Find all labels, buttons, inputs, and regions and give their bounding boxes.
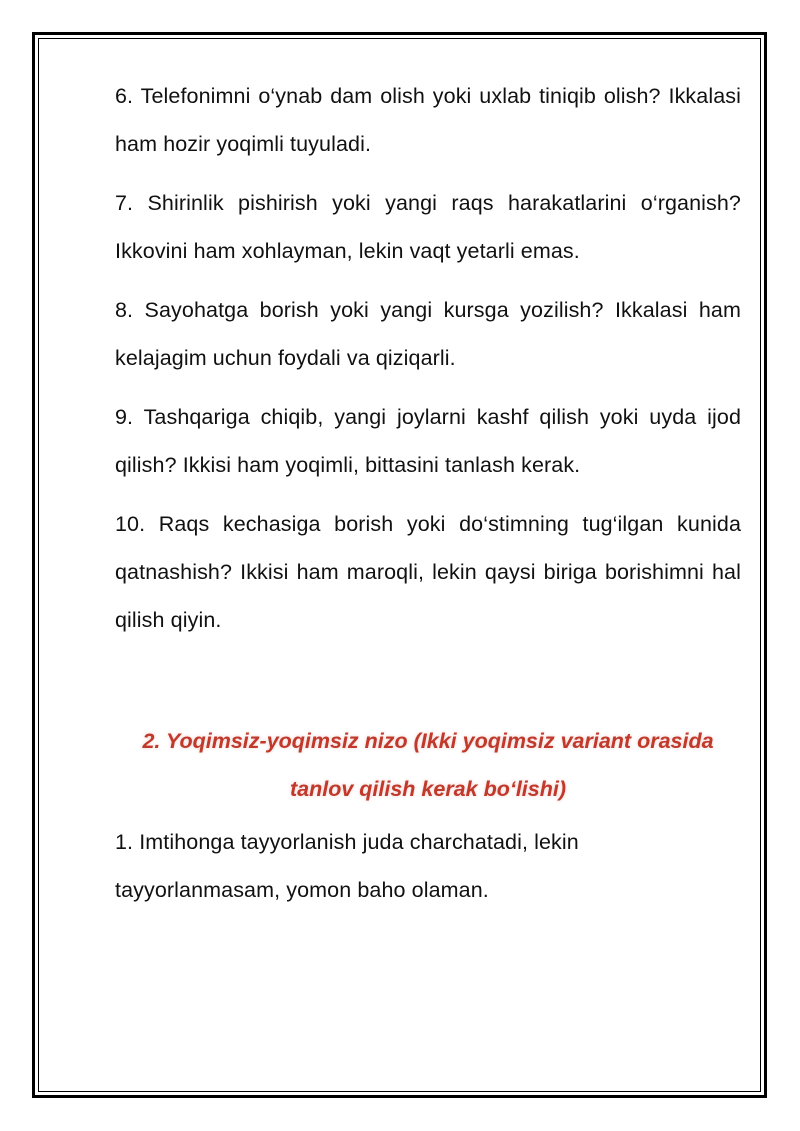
list-item-8: 8. Sayohatga borish yoki yangi kursga yozilish? Ikkalasi ham kelajagim uchun foydali va qiziqarli. [115, 298, 741, 370]
list-item-1: 1. Imtihonga tayyorlanish juda charchatadi, lekin tayyorlanmasam, yomon baho olaman. [115, 830, 579, 902]
section-spacer [115, 655, 741, 717]
list-item-6: 6. Telefonimni o‘ynab dam olish yoki uxlab tiniqib olish? Ikkalasi ham hozir yoqimli tuyuladi. [115, 84, 741, 156]
list-item-10: 10. Raqs kechasiga borish yoki do‘stimning tug‘ilgan kunida qatnashish? Ikkisi ham maroqli, lekin qaysi biriga borishimni hal qilish qiyin. [115, 512, 741, 632]
list-item-7: 7. Shirinlik pishirish yoki yangi raqs harakatlarini o‘rganish? Ikkovini ham xohlayman, lekin vaqt yetarli emas. [115, 191, 741, 263]
document-body [115, 72, 741, 925]
section-heading: 2. Yoqimsiz-yoqimsiz nizo (Ikki yoqimsiz variant orasida tanlov qilish kerak bo‘lishi) [142, 729, 714, 801]
list-item-9: 9. Tashqariga chiqib, yangi joylarni kashf qilish yoki uyda ijod qilish? Ikkisi ham yoqimli, bittasini tanlash kerak. [115, 405, 741, 477]
